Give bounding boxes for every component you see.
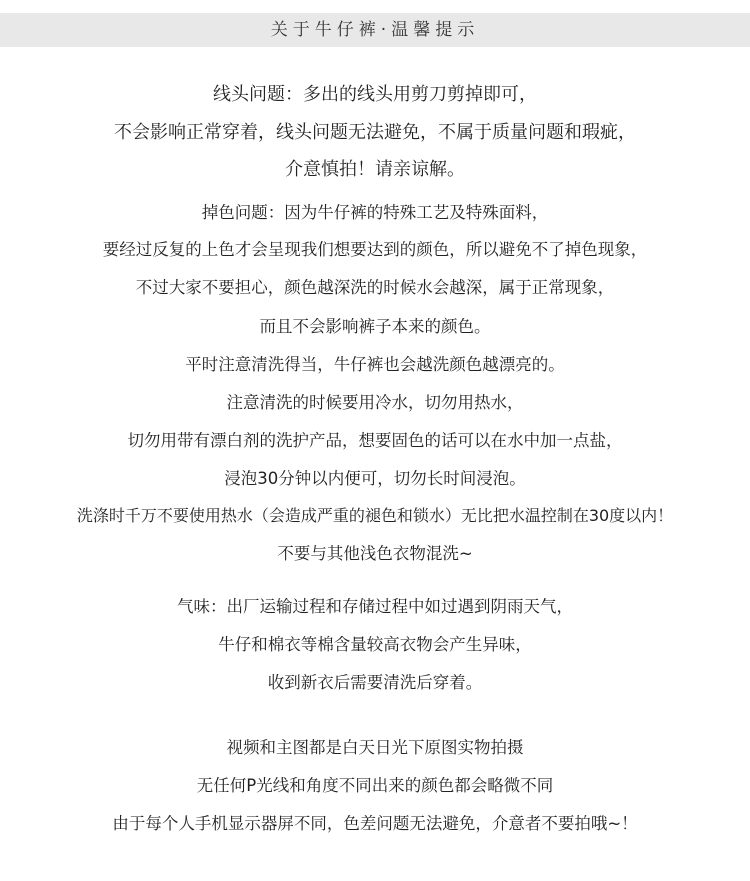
fading-line-1: 掉色问题：因为牛仔裤的特殊工艺及特殊面料，	[201, 203, 549, 222]
color-diff-line-2: 无任何P光线和角度不同出来的颜色都会略微不同	[196, 776, 554, 795]
fading-line-4: 而且不会影响裤子本来的颜色。	[259, 317, 491, 336]
fading-line-2: 要经过反复的上色才会呈现我们想要达到的颜色，所以避免不了掉色现象，	[102, 240, 648, 259]
fading-line-3: 不过大家不要担心，颜色越深洗的时候水会越深，属于正常现象，	[135, 278, 615, 297]
odor-line-2: 牛仔和棉衣等棉含量较高衣物会产生异味，	[218, 635, 532, 654]
fading-line-6: 注意清洗的时候要用冷水，切勿用热水，	[226, 393, 524, 412]
fading-line-8: 浸泡30分钟以内便可，切勿长时间浸泡。	[224, 469, 526, 488]
fading-line-7: 切勿用带有漂白剂的洗护产品，想要固色的话可以在水中加一点盐，	[127, 431, 623, 450]
fading-line-10: 不要与其他浅色衣物混洗~	[277, 544, 473, 563]
odor-line-1: 气味：出厂运输过程和存储过程中如过遇到阴雨天气，	[177, 597, 573, 616]
color-diff-line-3: 由于每个人手机显示器屏不同，色差问题无法避免，介意者不要拍哦~！	[112, 814, 638, 833]
thread-line-1: 线头问题：多出的线头用剪刀剪掉即可，	[213, 84, 537, 105]
fading-line-9: 洗涤时千万不要使用热水（会造成严重的褪色和锁水）无比把水温控制在30度以内！	[76, 506, 674, 525]
thread-line-3: 介意慎拍！请亲谅解。	[285, 159, 465, 180]
page-title: 关于牛仔裤·温馨提示	[270, 20, 480, 40]
fading-line-5: 平时注意清洗得当，牛仔裤也会越洗颜色越漂亮的。	[185, 355, 565, 374]
color-diff-line-1: 视频和主图都是白天日光下原图实物拍摄	[226, 738, 524, 757]
thread-line-2: 不会影响正常穿着，线头问题无法避免，不属于质量问题和瑕疵，	[114, 122, 636, 143]
odor-line-3: 收到新衣后需要清洗后穿着。	[267, 673, 483, 692]
